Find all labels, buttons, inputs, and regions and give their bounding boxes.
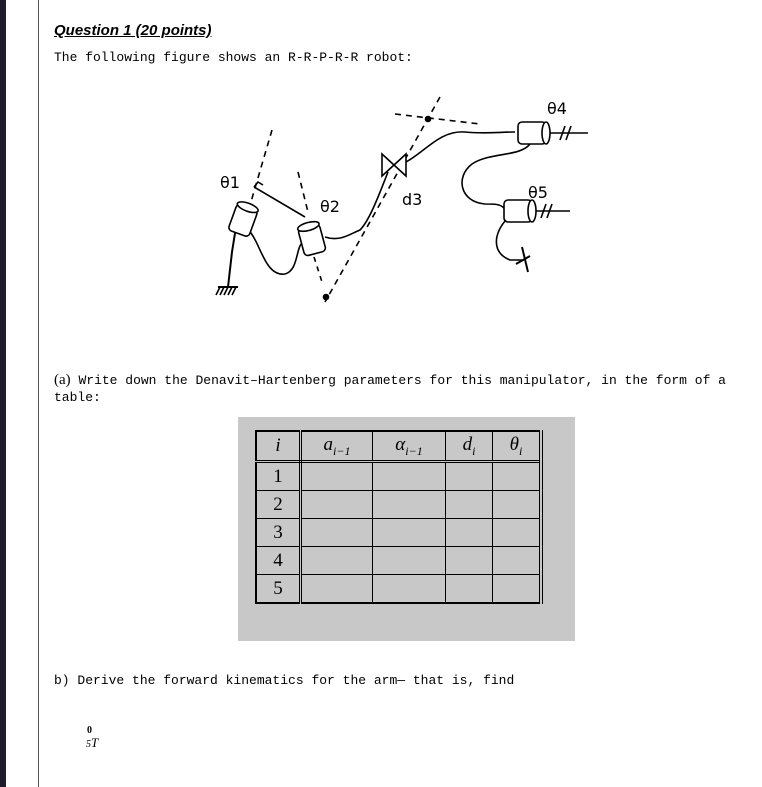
cell-d[interactable] <box>446 575 493 604</box>
cell-alpha[interactable] <box>373 462 446 491</box>
header-theta-symbol: θ <box>509 433 519 455</box>
transform-superscript: 0 <box>87 725 92 736</box>
d3-label: d3 <box>402 190 423 209</box>
cell-d[interactable] <box>446 519 493 547</box>
cell-alpha[interactable] <box>373 519 446 547</box>
cell-a[interactable] <box>301 491 373 519</box>
part-a-label: (a) <box>54 372 71 388</box>
part-b-prompt: b) Derive the forward kinematics for the arm— that is, find <box>54 673 515 688</box>
header-i: i <box>256 431 301 462</box>
header-d <box>446 431 493 462</box>
header-a-subscript: i−1 <box>333 443 351 458</box>
cell-theta[interactable] <box>493 519 542 547</box>
cell-theta[interactable] <box>493 462 542 491</box>
cell-theta[interactable] <box>493 575 542 604</box>
cell-a[interactable] <box>301 575 373 604</box>
header-theta-subscript: i <box>519 443 523 458</box>
header-theta <box>493 431 542 462</box>
question-title: Question 1 (20 points) <box>54 22 212 39</box>
left-border-bar <box>0 0 6 787</box>
row-index: 3 <box>256 519 301 547</box>
transform-subscript: 5 <box>86 739 91 750</box>
dh-header-row <box>256 431 541 462</box>
header-alpha-subscript: i−1 <box>405 443 423 458</box>
cell-alpha[interactable] <box>373 575 446 604</box>
part-a-text: Write down the Denavit–Hartenberg parameters for this manipulator, in the form of a table: <box>54 373 726 405</box>
theta2-label: θ2 <box>320 197 340 216</box>
cell-d[interactable] <box>446 462 493 491</box>
cell-d[interactable] <box>446 491 493 519</box>
theta5-label: θ5 <box>528 183 548 202</box>
theta1-label: θ1 <box>220 173 240 192</box>
left-margin-rule <box>38 0 39 787</box>
cell-theta[interactable] <box>493 491 542 519</box>
table-row <box>256 575 541 604</box>
cell-theta[interactable] <box>493 547 542 575</box>
table-row <box>256 462 541 491</box>
robot-figure <box>210 92 600 322</box>
table-row <box>256 519 541 547</box>
cell-a[interactable] <box>301 519 373 547</box>
part-a-prompt <box>54 372 744 406</box>
theta4-label: θ4 <box>547 99 567 118</box>
header-a <box>301 431 373 462</box>
cell-alpha[interactable] <box>373 491 446 519</box>
header-alpha-symbol: α <box>395 433 406 455</box>
row-index: 1 <box>256 462 301 491</box>
row-index: 4 <box>256 547 301 575</box>
row-index: 5 <box>256 575 301 604</box>
table-row <box>256 491 541 519</box>
header-alpha <box>373 431 446 462</box>
row-index: 2 <box>256 491 301 519</box>
header-a-symbol: a <box>323 433 334 455</box>
dh-parameter-table <box>255 430 543 604</box>
header-d-symbol: d <box>462 433 473 455</box>
cell-a[interactable] <box>301 462 373 491</box>
transform-letter: T <box>91 735 99 750</box>
cell-alpha[interactable] <box>373 547 446 575</box>
cell-d[interactable] <box>446 547 493 575</box>
header-d-subscript: i <box>472 443 476 458</box>
cell-a[interactable] <box>301 547 373 575</box>
question-intro: The following figure shows an R-R-P-R-R robot: <box>54 50 413 65</box>
table-row <box>256 547 541 575</box>
